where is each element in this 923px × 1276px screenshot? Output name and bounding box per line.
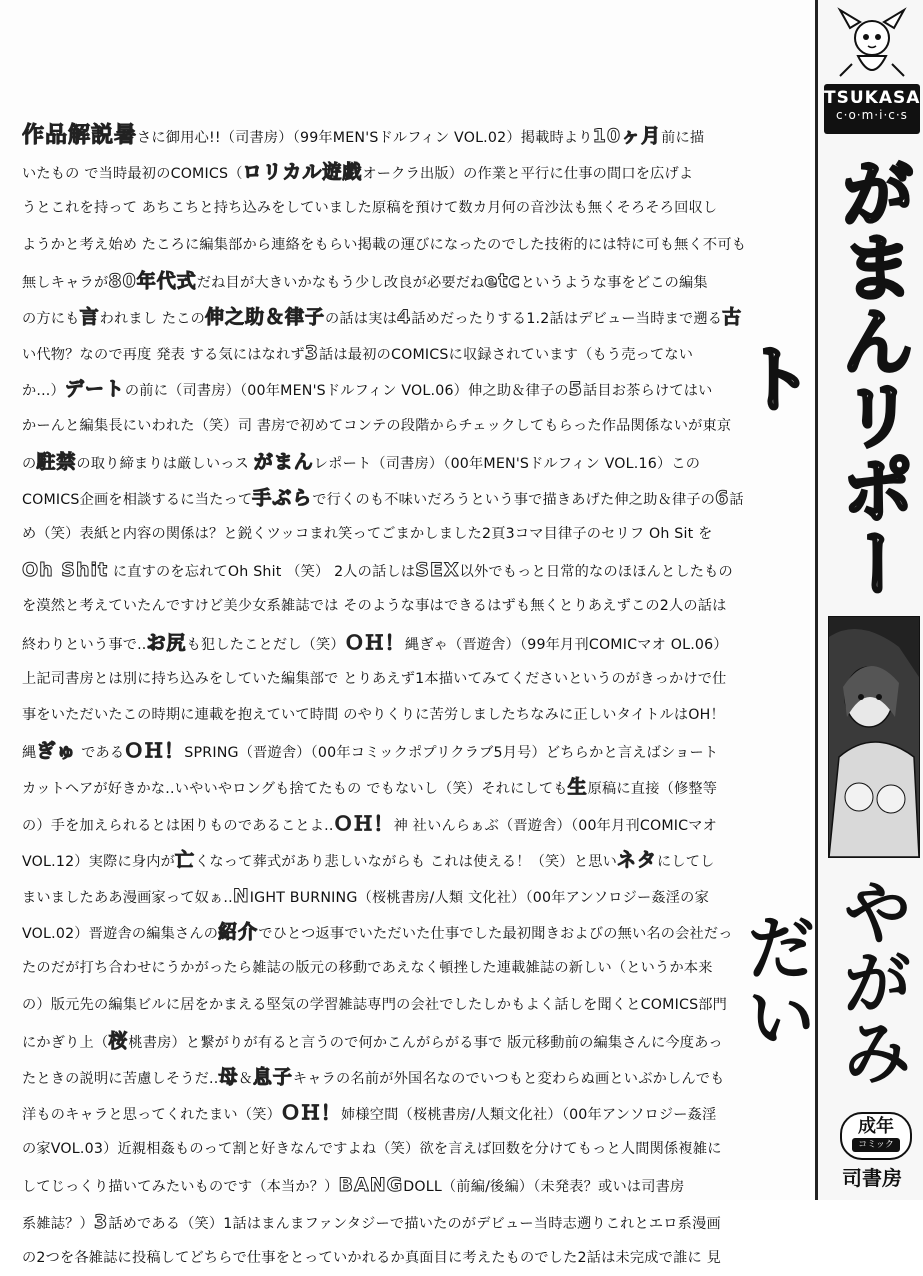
author-name: やがみだい [735, 876, 913, 1086]
highlight-word: 暑 [114, 123, 138, 148]
text-run: してじっくり描いてみたいものです（本当か？） [22, 1179, 339, 1196]
text-line [22, 1204, 792, 1240]
text-run: の）版元先の編集ビルに居をかまえる堅気の学習雑誌専門の会社でしたしかもよく話しを聞くとCOMICS部門 [22, 996, 728, 1013]
text-line [22, 878, 792, 914]
highlight-word: 手ぶら [252, 486, 313, 509]
adult-comic-badge [840, 1112, 912, 1160]
text-line [22, 444, 792, 480]
text-run: IGHT BURNING（桜桃書房/人類 文化社）（00年アンソロジー姦淫の家 [249, 889, 709, 906]
text-run: にしてし [657, 853, 715, 870]
text-run: 姉様空間（桜桃書房/人類文化社）（00年アンソロジー姦淫 [341, 1107, 717, 1124]
text-run: の）手を加えられるとは困りものであることよ.. [22, 817, 334, 834]
text-run: でひとつ返事でいただいた仕事でした最初聞きおよびの無い名の会社だっ [258, 926, 733, 943]
publisher-logo [824, 84, 920, 134]
text-run: で行くのも不味いだろうという事で描きあげた伸之助＆律子の [312, 491, 716, 508]
highlight-word: Oh Shit [22, 559, 109, 582]
highlight-word: ＯＨ！ [124, 740, 185, 763]
highlight-word: 3 [93, 1210, 109, 1233]
logo-comics: c·o·m·i·c·s [836, 108, 908, 122]
text-run: い代物？なので再度 発表 する気にはなれず [22, 347, 305, 364]
text-run: DOLL（前編/後編）（未発表？或いは司書房 [403, 1179, 685, 1196]
text-line [22, 263, 792, 299]
text-line [22, 588, 792, 624]
highlight-word: 6 [715, 486, 730, 509]
logo-tsukasa: TSUKASA [824, 88, 921, 108]
text-run: まいましたああ漫画家って奴ぁ.. [22, 889, 233, 906]
highlight-word: 生 [567, 776, 588, 799]
highlight-word: お尻 [146, 631, 187, 654]
text-run: VOL.12）実際に身内が [22, 853, 176, 870]
highlight-word: BANG [338, 1174, 404, 1197]
text-run: 洋ものキャラと思ってくれたまい（笑） [22, 1107, 281, 1124]
highlight-word: etc [484, 269, 521, 292]
highlight-word: 4 [396, 305, 412, 328]
text-run: かーんと編集長にいわれた（笑）司 書房で初めてコンテの段階からチェックしてもらった作品関係ないが東京 [22, 417, 732, 434]
text-run: の方にも [22, 310, 80, 327]
text-run: SPRING（晋遊舎）（00年コミックポプリクラブ5月号）どちらかと言えばショート [184, 745, 719, 762]
highlight-word: ぎゅ [36, 740, 77, 763]
text-run: レポート（司書房）（00年MEN'Sドルフィン VOL.16）この [313, 455, 701, 472]
text-run: ようかと考え始め たころに編集部から連絡をもらい掲載の運びになったのでした技術的には特に可も無く不可も [22, 236, 747, 253]
text-line [22, 1095, 792, 1131]
highlight-word: 桜 [108, 1029, 129, 1052]
text-run: ＆ [238, 1070, 253, 1087]
text-run: 縄ぎゃ（晋遊舎）（99年月刊COMICマオ OL.06） [404, 636, 728, 653]
text-run: 原稿に直接（修整等 [587, 781, 718, 798]
text-run: COMICS企画を相談するに当たって [22, 491, 253, 508]
text-run: の取り締まりは厳しいっス [76, 455, 254, 472]
text-line [22, 335, 792, 371]
text-run: くなって葬式があり悲しいながらも これは使える！（笑）と思い [195, 853, 617, 870]
text-line [22, 190, 792, 226]
text-run: 話目お茶らけてはい [583, 383, 713, 400]
text-run: というような事をどこの編集 [520, 274, 708, 291]
text-line [22, 1167, 792, 1203]
text-line [22, 516, 792, 552]
text-run: キャラの名前が外国名なのでいつもと変わらぬ画といぶかしんでも [292, 1070, 725, 1087]
text-line [22, 625, 792, 661]
text-line [22, 842, 792, 878]
text-run: 話 [729, 491, 744, 508]
text-run: 事をいただいたこの時期に連載を抱えていて時間 のやりくりに苦労しましたちなみに正しいタイトルはOH！ [22, 707, 725, 723]
text-run: 縄 [22, 745, 37, 762]
text-line [22, 118, 792, 154]
text-run: オークラ出版）の作業と平行に仕事の間口を広げよ [362, 166, 694, 183]
text-run: である [76, 745, 125, 762]
text-line [22, 371, 792, 407]
highlight-word: 10ヶ月 [592, 125, 662, 147]
highlight-word: 古 [722, 305, 743, 328]
text-run: いたもの で当時最初のCOMICS（ [22, 166, 243, 183]
highlight-word: 80年代式 [108, 269, 197, 292]
text-line [22, 733, 792, 769]
text-line [22, 987, 792, 1023]
highlight-word: 作品解説 [22, 123, 115, 148]
text-run: たのだが打ち合わせにうかがったら雑誌の版元の移動であえなく頓挫した連載雑誌の新しい（というか本来 [22, 960, 713, 977]
text-line [22, 1059, 792, 1095]
text-run: さに御用心!!（司書房）（99年MEN'Sドルフィン VOL.02）掲載時より [137, 130, 593, 146]
highlight-word: N [232, 884, 250, 907]
highlight-word: SEX [415, 559, 460, 582]
text-line [22, 769, 792, 805]
text-line [22, 1023, 792, 1059]
text-run: の [22, 455, 37, 472]
rating-main-label: 成年 [858, 1116, 894, 1137]
text-run: 前に描 [661, 130, 705, 146]
text-line [22, 408, 792, 444]
highlight-word: 駐禁 [36, 450, 77, 473]
highlight-word: 言 [79, 305, 100, 328]
highlight-word: がまん [253, 450, 314, 473]
text-line [22, 480, 792, 516]
highlight-word: ＯＨ！ [280, 1102, 341, 1125]
highlight-word: ＯＨ！ [333, 812, 394, 835]
text-run: の話は実は [325, 310, 397, 327]
highlight-word: ネタ [616, 848, 657, 871]
text-line [22, 661, 792, 697]
highlight-word: 亡 [175, 848, 196, 871]
commentary-text-block [22, 118, 792, 1276]
text-run: 話めだったりする1.2話はデビュー当時まで遡る [411, 310, 723, 327]
text-run: 上記司書房とは別に持ち込みをしていた編集部で とりあえず1本描いてみてくださいというのがきっかけで仕 [22, 670, 727, 687]
highlight-word: ＯＨ！ [344, 631, 405, 654]
text-line [22, 154, 792, 190]
text-line [22, 950, 792, 986]
rating-sub-label: コミック [852, 1138, 900, 1152]
text-line [22, 806, 792, 842]
text-run: 話は最初のCOMICSに収録されています（もう売ってない [319, 347, 694, 364]
text-run: 以外でもっと日常的なのほほんとしたもの [459, 564, 733, 581]
text-run: 終わりという事で.. [22, 636, 147, 653]
cover-art-illustration [828, 616, 920, 858]
highlight-word: 母 [218, 1065, 239, 1088]
text-run: に直すのを忘れてOh Shit （笑） 2人の話しは [108, 564, 416, 581]
text-line [22, 227, 792, 263]
text-run: 系雑誌？） [22, 1215, 94, 1232]
text-line [22, 914, 792, 950]
highlight-word: 紹介 [218, 921, 259, 944]
text-run: われまし たこの [99, 310, 206, 327]
highlight-word: 息子 [252, 1065, 293, 1088]
book-title: がまんリポート [729, 155, 915, 599]
book-spine [729, 0, 923, 1200]
text-run: の前に（司書房）（00年MEN'Sドルフィン VOL.06）伸之助＆律子の [124, 383, 569, 400]
highlight-word: ロリカル遊戯 [242, 161, 363, 184]
text-line [22, 552, 792, 588]
text-run: 桃書房）と繋がりが有ると言うので何かこんがらがる事で 版元移動前の編集さんに今度あっ [128, 1034, 723, 1051]
highlight-word: 5 [568, 378, 584, 401]
text-run: VOL.02）晋遊舎の編集さんの [22, 926, 219, 943]
text-line [22, 1131, 792, 1167]
text-run: を漠然と考えていたんですけど美少女系雑誌では そのような事はできるはずも無くとりあえずこの2人の話は [22, 598, 727, 615]
publisher-name: 司書房 [842, 1166, 902, 1190]
text-run: か...） [22, 383, 65, 400]
text-run: も犯したことだし（笑） [186, 636, 345, 653]
text-run: 無しキャラが [22, 274, 109, 291]
text-run: うとこれを持って あちこちと持ち込みをしていました原稿を預けて数カ月何の音沙汰も無くそろそろ回収し [22, 200, 718, 217]
highlight-word: 伸之助＆律子 [205, 305, 326, 328]
text-run: 神 社いんらぁぶ（晋遊舎）（00年月刊COMICマオ [393, 817, 718, 834]
mascot-illustration [832, 4, 912, 86]
text-run: にかぎり上（ [22, 1034, 109, 1051]
text-line [22, 697, 792, 733]
text-line [22, 299, 792, 335]
highlight-word: デート [64, 378, 125, 401]
text-run: の家VOL.03）近親相姦ものって割と好きなんですよね（笑）欲を言えば回数を分けてもっと人間関係複雑に [22, 1141, 722, 1158]
text-run: たときの説明に苦慮しそうだ.. [22, 1070, 219, 1087]
text-run: の2つを各雑誌に投稿してどちらで仕事をとっていかれるか真面目に考えたものでした2話は未完成で誰に 見 [22, 1249, 721, 1266]
text-run: め（笑）表紙と内容の関係は？と鋭くツッコまれ笑ってごまかしました2頁3コマ目律子のセリフ Oh Sit を [22, 526, 713, 543]
highlight-word: 3 [304, 342, 320, 365]
text-run: だね目が大きいかなもう少し改良が必要だね [196, 274, 485, 291]
text-line [22, 1240, 792, 1276]
text-run: 話めである（笑）1話はまんまファンタジーで描いたのがデビュー当時志遡りこれとエロ系漫画 [108, 1215, 721, 1232]
text-run: カットヘアが好きかな..いやいやロングも捨てたもの でもないし（笑）それにしても [22, 781, 568, 798]
